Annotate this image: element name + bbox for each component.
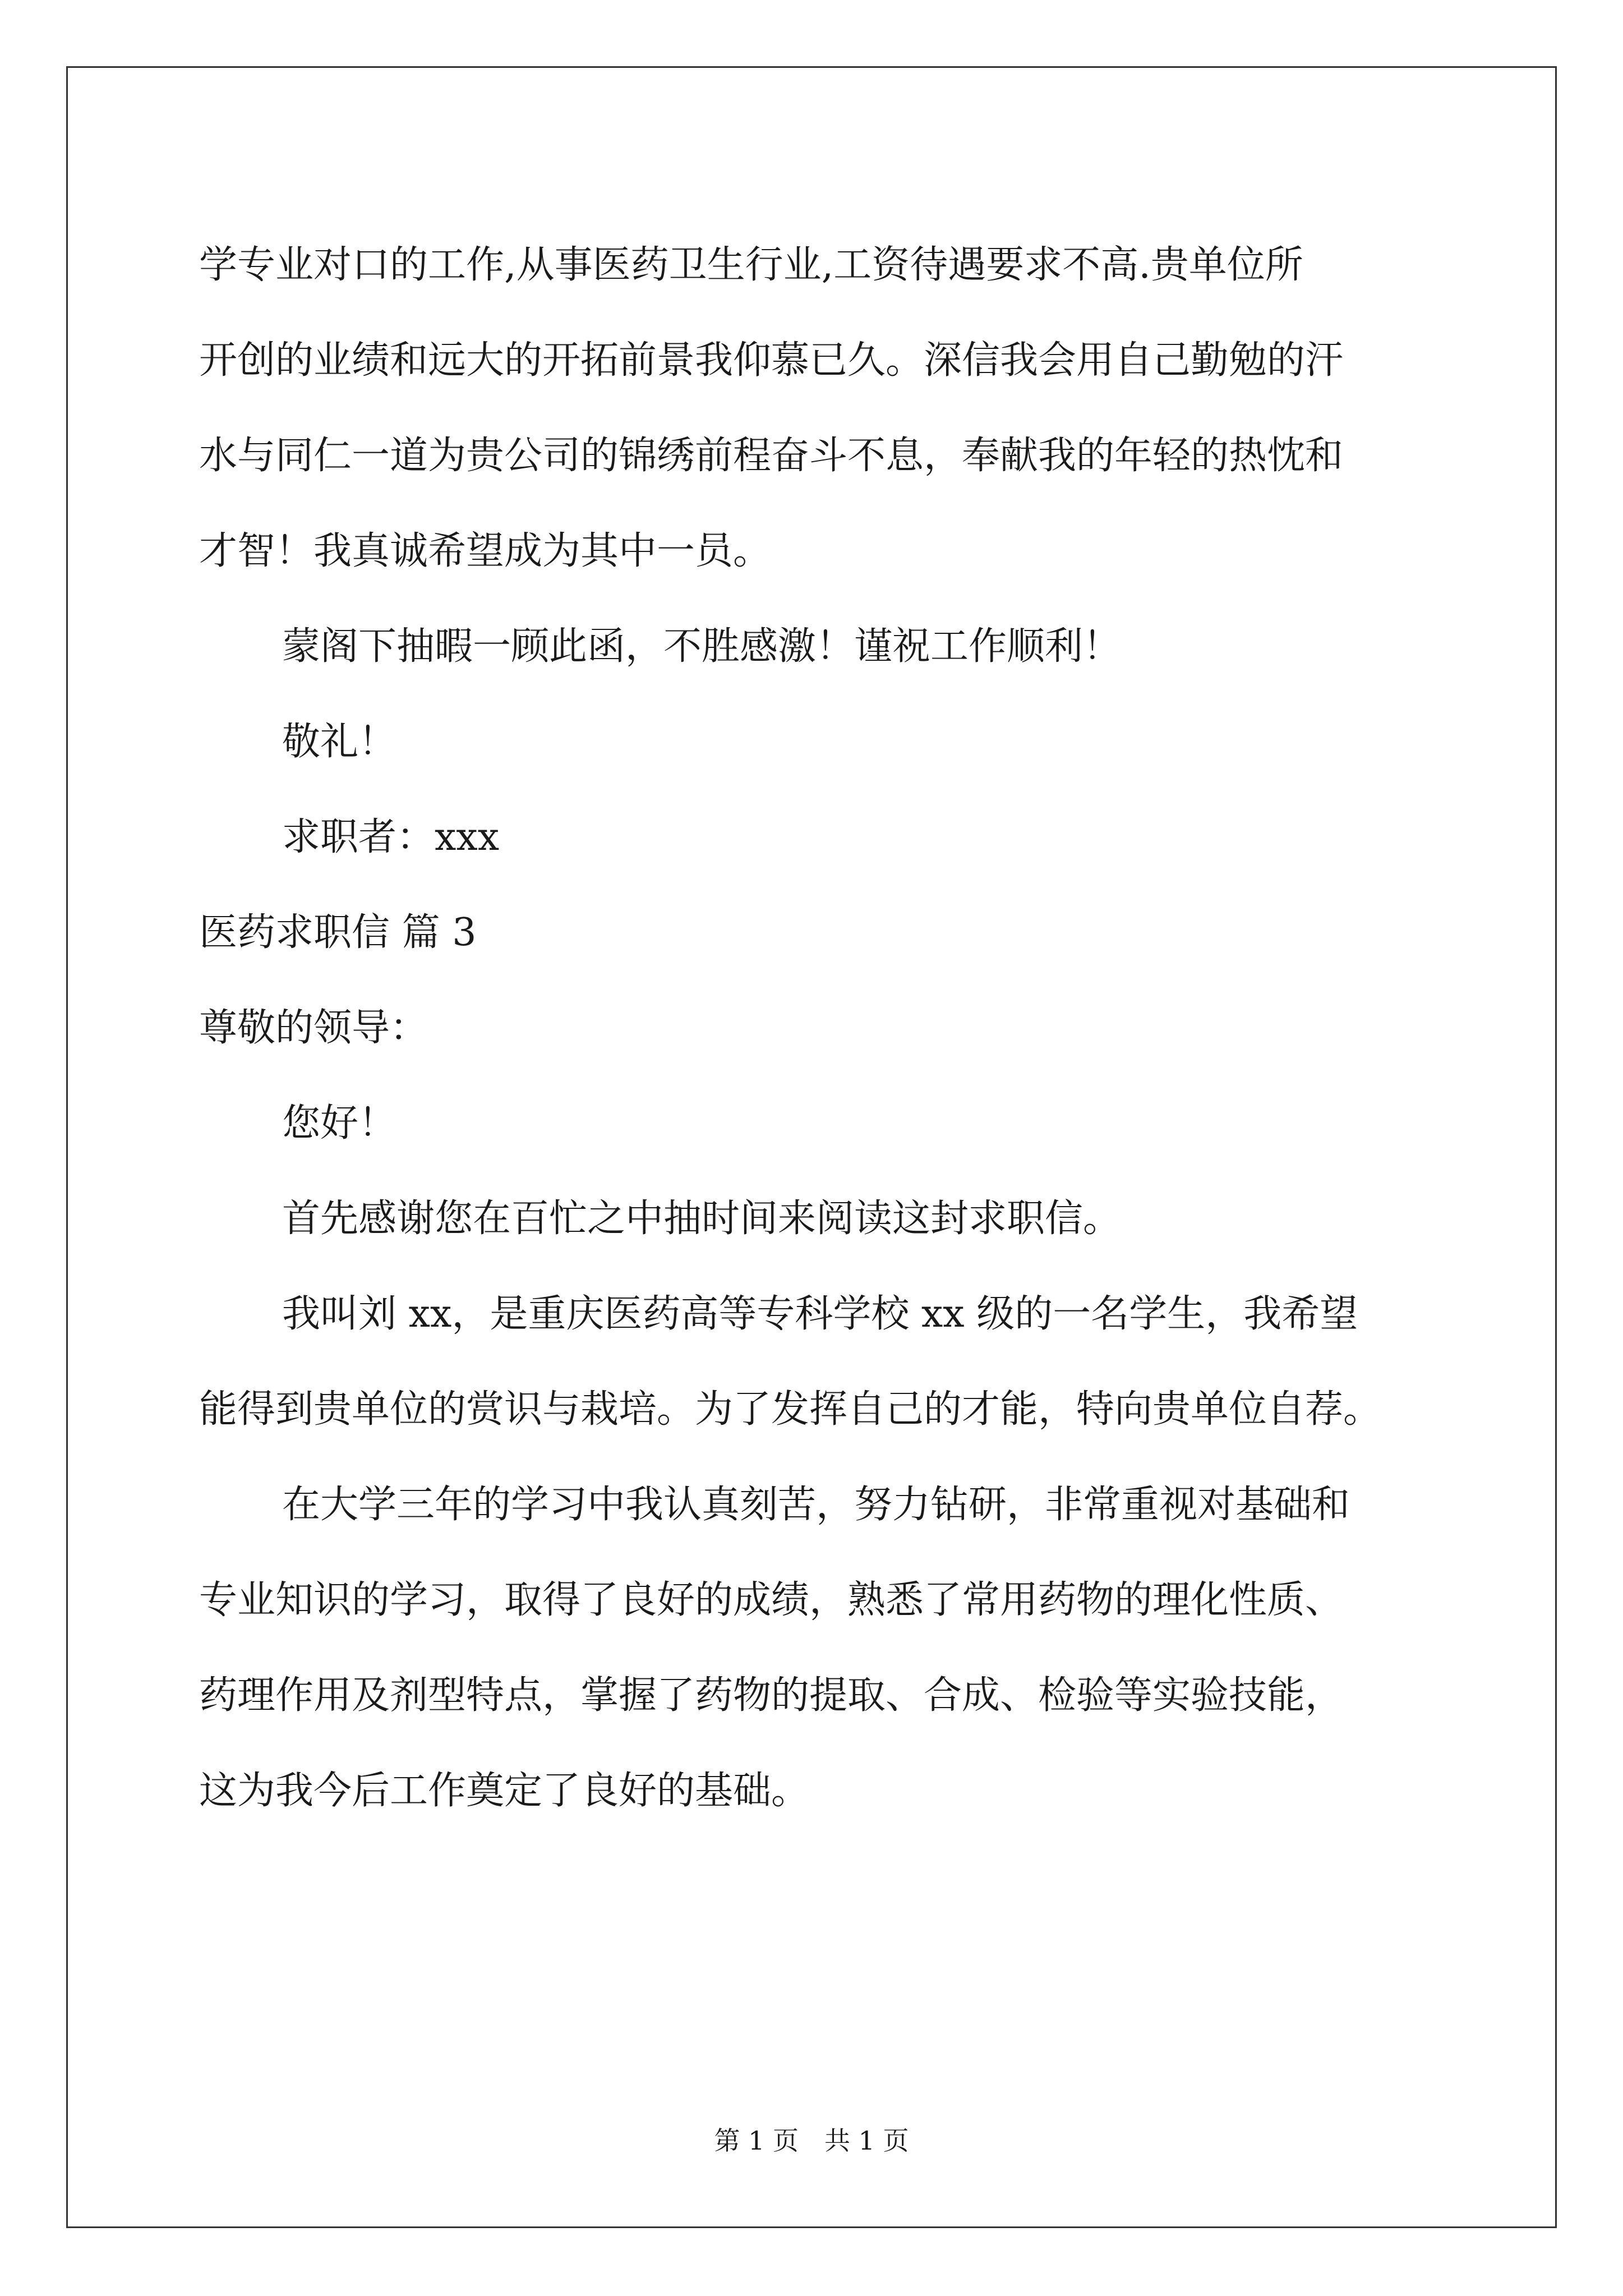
salutation-regards: 敬礼！ bbox=[282, 720, 397, 764]
page-number-footer: 第 1 页 共 1 页 bbox=[714, 2125, 909, 2156]
paragraph-line: 在大学三年的学习中我认真刻苦，努力钻研，非常重视对基础和 bbox=[282, 1483, 1350, 1527]
paragraph-line: 水与同仁一道为贵公司的锦绣前程奋斗不息，奉献我的年轻的热忱和 bbox=[199, 434, 1344, 478]
paragraph-line: 专业知识的学习，取得了良好的成绩，熟悉了常用药物的理化性质、 bbox=[199, 1578, 1344, 1622]
document-body bbox=[199, 218, 1455, 1839]
paragraph-line: 我叫刘 xx，是重庆医药高等专科学校 xx 级的一名学生，我希望 bbox=[282, 1292, 1358, 1336]
paragraph-line: 首先感谢您在百忙之中抽时间来阅读这封求职信。 bbox=[282, 1197, 1122, 1241]
paragraph-line: 学专业对口的工作,从事医药卫生行业,工资待遇要求不高.贵单位所 bbox=[199, 243, 1303, 287]
paragraph-line: 药理作用及剂型特点，掌握了药物的提取、合成、检验等实验技能， bbox=[199, 1673, 1344, 1718]
applicant-signature: 求职者：xxx bbox=[282, 815, 500, 859]
letter-greeting: 尊敬的领导： bbox=[199, 1006, 428, 1050]
section-heading: 医药求职信 篇 3 bbox=[199, 910, 477, 955]
closing-wish: 蒙阁下抽暇一顾此函，不胜感激！谨祝工作顺利！ bbox=[282, 624, 1122, 669]
paragraph-line: 这为我今后工作奠定了良好的基础。 bbox=[199, 1769, 810, 1813]
paragraph-line: 开创的业绩和远大的开拓前景我仰慕已久。深信我会用自己勤勉的汗 bbox=[199, 338, 1344, 383]
greeting-hello: 您好！ bbox=[282, 1101, 397, 1145]
paragraph-line: 能得到贵单位的赏识与栽培。为了发挥自己的才能，特向贵单位自荐。 bbox=[199, 1387, 1382, 1432]
paragraph-line: 才智！我真诚希望成为其中一员。 bbox=[199, 529, 772, 573]
